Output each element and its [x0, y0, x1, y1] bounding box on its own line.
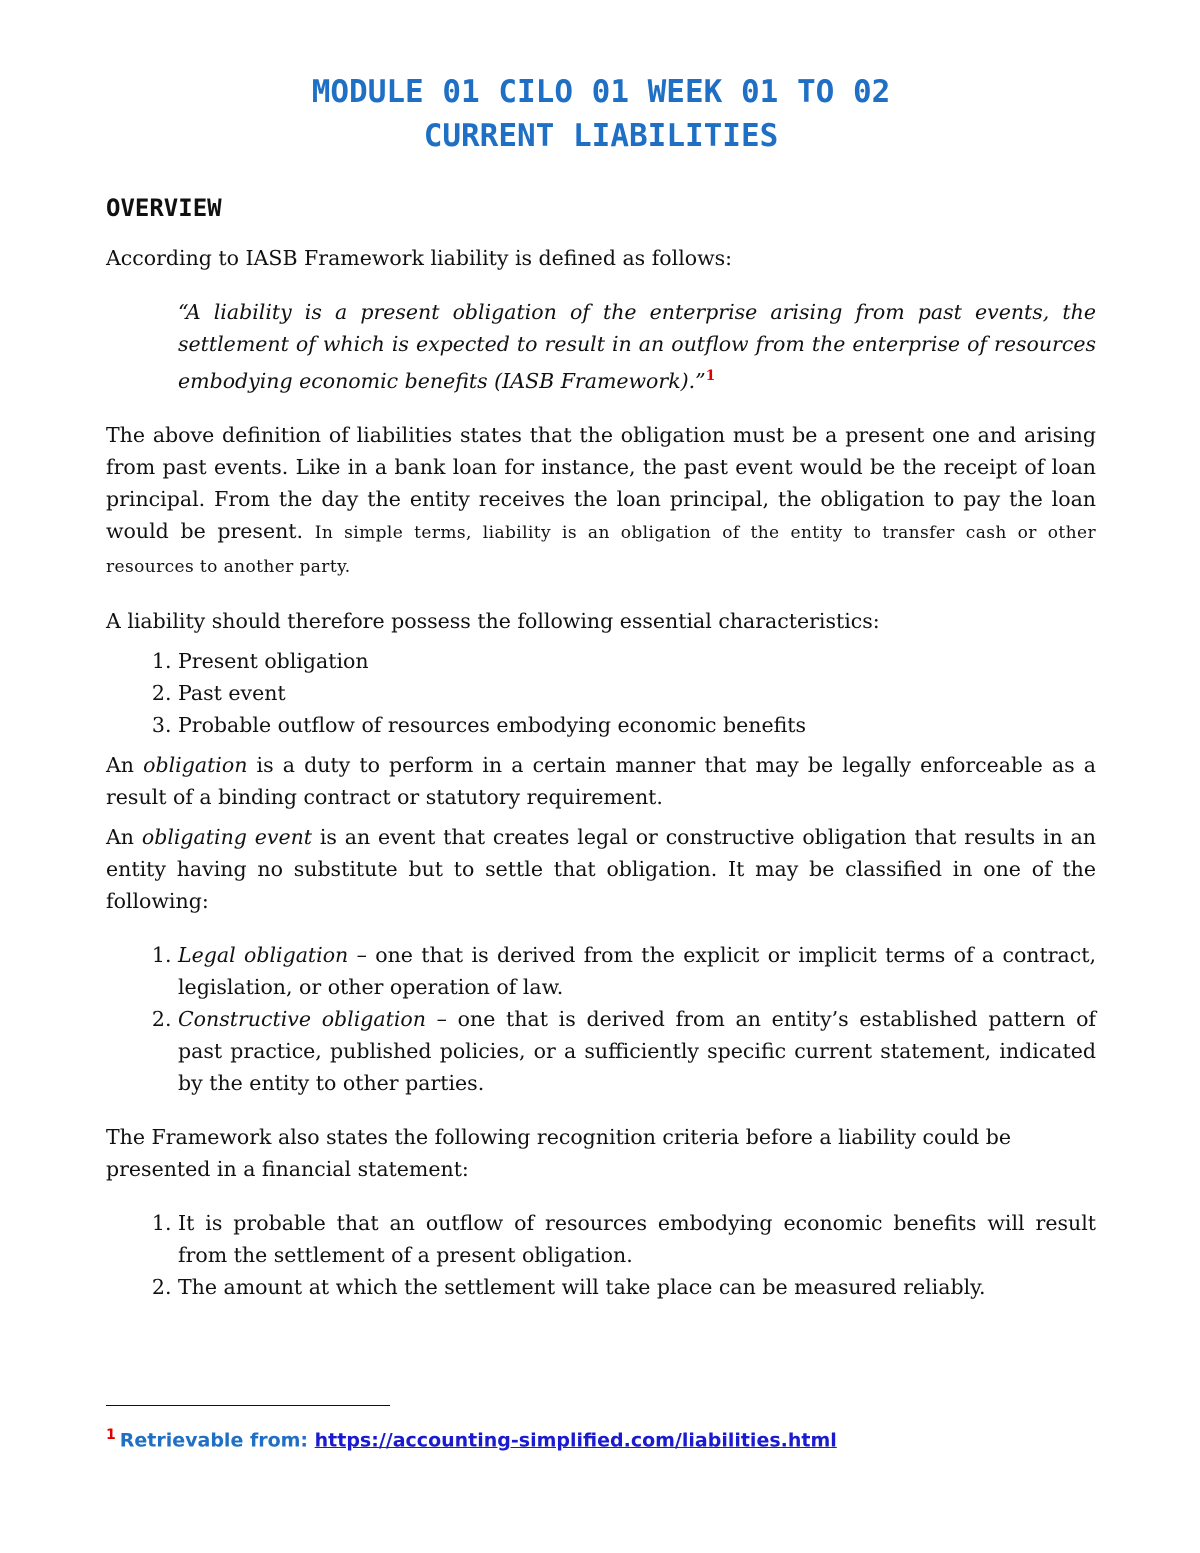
- list-item: 2. Past event: [178, 677, 1096, 709]
- list-item: 1. It is probable that an outflow of resources embodying economic benefits will result from the settlement of a present obligation.: [178, 1207, 1096, 1271]
- footnote-reference[interactable]: 1: [705, 368, 716, 384]
- footnote-separator: [106, 1405, 390, 1406]
- section-heading-overview: OVERVIEW: [106, 194, 222, 222]
- obligation-paragraph: [106, 749, 1096, 813]
- obligation-types-list: [106, 939, 1096, 1099]
- obligating-event-definition: is an event that creates legal or constructive obligation that results in an entity having no substitute but to settle that obligation. It may be classified in one of the following:: [106, 824, 1096, 913]
- obligating-event-prefix: An: [106, 824, 142, 849]
- list-item: 3. Probable outflow of resources embodying economic benefits: [178, 709, 1096, 741]
- obligation-term: obligation: [143, 752, 248, 777]
- obligation-prefix: An: [106, 752, 144, 777]
- list-item: 2. The amount at which the settlement will take place can be measured reliably.: [178, 1271, 1096, 1303]
- title-line-2: CURRENT LIABILITIES: [423, 118, 779, 154]
- footnote-link[interactable]: https://accounting-simplified.com/liabilities.html: [314, 1429, 837, 1452]
- legal-obligation-text: – one that is derived from the explicit or implicit terms of a contract, legislation, or other operation of law.: [178, 942, 1096, 999]
- document-page: [106, 70, 1096, 1303]
- constructive-obligation-text: – one that is derived from an entity’s established pattern of past practice, published policies, or a sufficiently specific current statement, indicated by the entity to other parties.: [178, 1006, 1096, 1095]
- obligating-event-paragraph: [106, 821, 1096, 917]
- list-item: 1. Present obligation: [178, 645, 1096, 677]
- recognition-intro: The Framework also states the following recognition criteria before a liability could be presented in a financial statement:: [106, 1124, 1012, 1181]
- list-item: [178, 1003, 1096, 1099]
- document-title: [106, 70, 1096, 158]
- recognition-criteria-list: [106, 1207, 1096, 1303]
- obligating-event-term: obligating event: [141, 824, 313, 849]
- characteristics-list: [106, 645, 1096, 741]
- constructive-obligation-term: Constructive obligation: [178, 1006, 426, 1031]
- definition-simple-terms: In simple terms, liability is an obligation of the entity to transfer cash or other resources to another party.: [106, 522, 1096, 577]
- characteristics-intro: A liability should therefore possess the following essential characteristics:: [106, 608, 880, 633]
- footnote: [106, 1420, 1096, 1455]
- footnote-label: Retrievable from:: [119, 1429, 315, 1452]
- definition-main-text: The above definition of liabilities states that the obligation must be a present one and arising from past events. Like in a bank loan for instance, the past event would be the receipt of loan principal. From the day the entity receives the loan principal, the obligation to pay the loan would be present.: [106, 422, 1096, 543]
- title-line-1: MODULE 01 CILO 01 WEEK 01 TO 02: [311, 74, 891, 110]
- footnote-number: 1: [106, 1427, 116, 1443]
- list-item: [178, 939, 1096, 1003]
- intro-paragraph: According to IASB Framework liability is defined as follows:: [106, 246, 733, 270]
- legal-obligation-term: Legal obligation: [178, 942, 349, 967]
- obligation-definition: is a duty to perform in a certain manner that may be legally enforceable as a result of a binding contract or statutory requirement.: [106, 752, 1096, 809]
- definition-paragraph: [106, 419, 1096, 583]
- definition-quote: [178, 296, 1096, 397]
- quote-text: “A liability is a present obligation of the enterprise arising from past events, the settlement of which is expected to result in an outflow from the enterprise of resources embodying economic benefits (IASB Framework).”: [178, 300, 1096, 393]
